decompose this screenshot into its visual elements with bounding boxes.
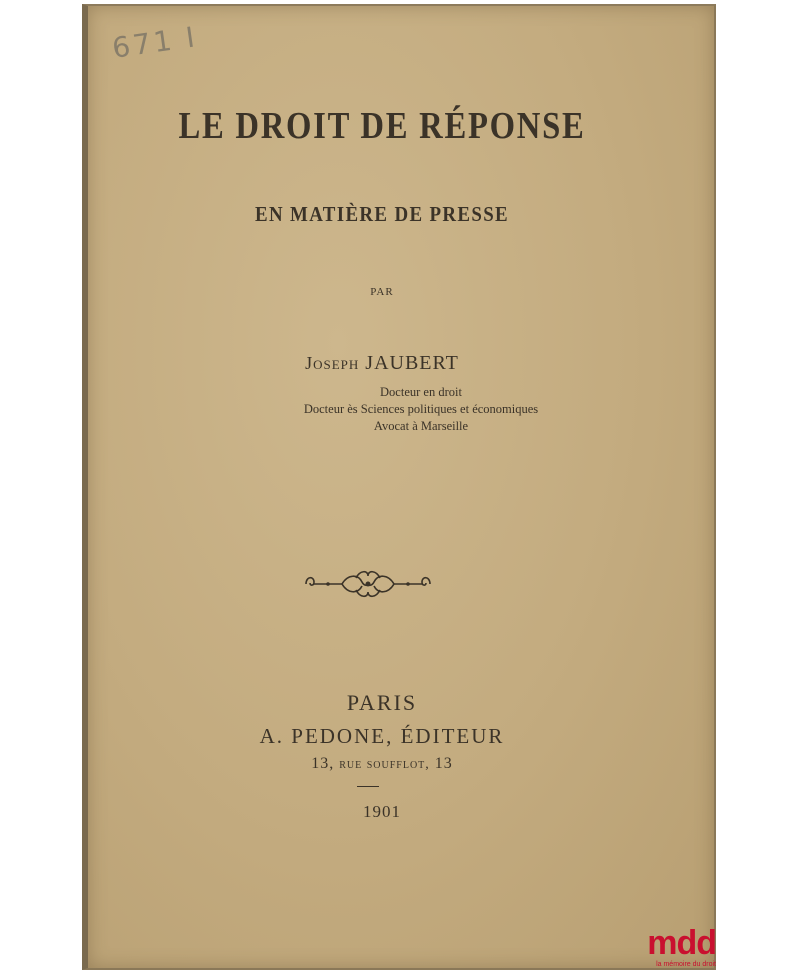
author-first-name: Joseph bbox=[305, 353, 360, 373]
book-title: LE DROIT DE RÉPONSE bbox=[178, 105, 586, 147]
author-qualifications bbox=[221, 384, 621, 435]
address-number: 13, bbox=[311, 755, 335, 772]
book-cover bbox=[82, 4, 716, 970]
qualification-line: Docteur ès Sciences politiques et économiques bbox=[303, 402, 539, 416]
pencil-shelf-mark: 671 I bbox=[110, 20, 200, 65]
author-last-name: JAUBERT bbox=[365, 352, 459, 374]
author-name bbox=[2, 352, 762, 375]
logo-mark: mdd bbox=[647, 924, 716, 962]
mdd-logo bbox=[647, 926, 716, 968]
logo-tagline: la mémoire du droit bbox=[656, 961, 716, 968]
publisher-name: A. PEDONE, ÉDITEUR bbox=[259, 724, 505, 748]
divider bbox=[357, 786, 379, 787]
publication-year: 1901 bbox=[363, 802, 401, 821]
publisher-address bbox=[2, 755, 762, 773]
book-subtitle: EN MATIÈRE DE PRESSE bbox=[254, 202, 510, 226]
ornament-icon bbox=[298, 564, 438, 604]
address-street: rue soufflot, bbox=[339, 757, 430, 772]
qualification-line: Avocat à Marseille bbox=[373, 419, 469, 433]
address-number-2: 13 bbox=[434, 755, 453, 772]
publication-city: PARIS bbox=[346, 690, 418, 715]
qualification-line: Docteur en droit bbox=[380, 385, 462, 399]
by-line: PAR bbox=[370, 286, 394, 298]
